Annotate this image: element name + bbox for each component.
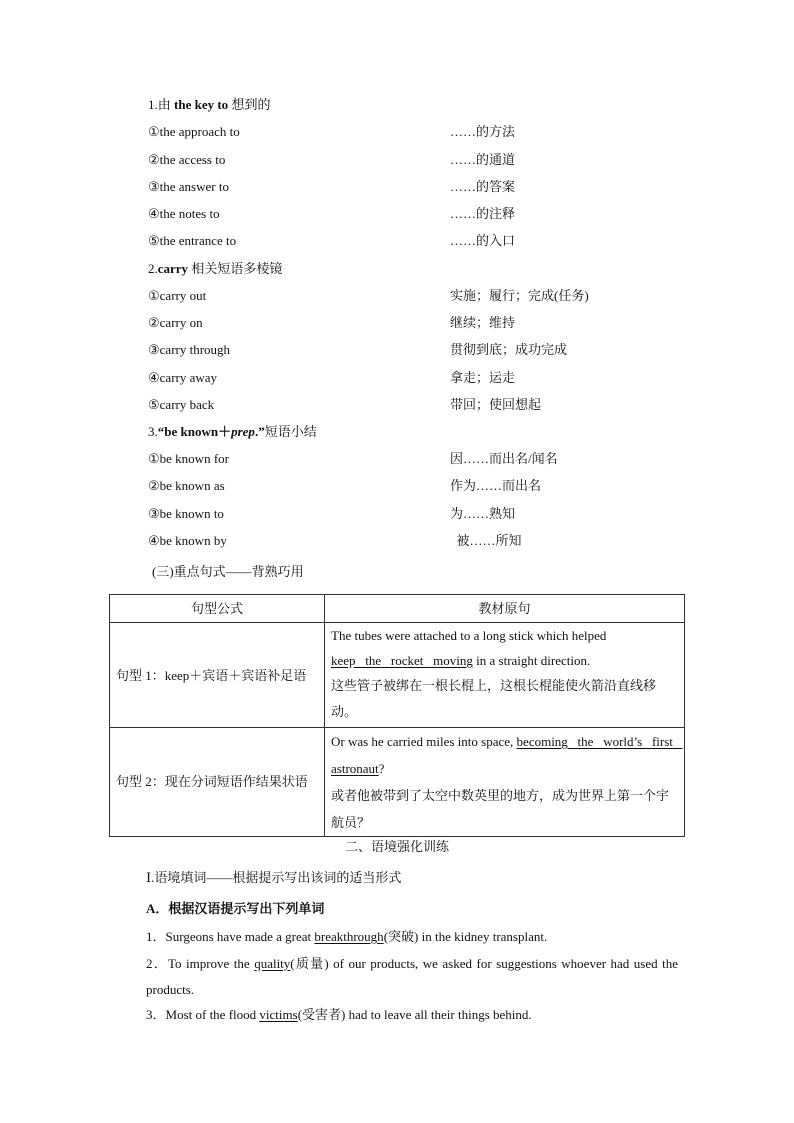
table-row [110,623,685,728]
part-3-title: (三)重点句式——背熟巧用 [152,564,304,579]
section-1-heading: 1.由 the key to 想到的 [148,97,271,112]
answer-blank: victims [259,1007,298,1022]
list-item: ④carry away 拿走；运走 [148,370,516,385]
list-item: ①carry out 实施；履行；完成(任务) [148,288,589,303]
example-chinese: 或者他被带到了太空中数英里的地方，成为世界上第一个宇航员？ [331,788,670,830]
example-english: The tubes were attached to a long stick which helped keep the rocket moving in a straight direction. [331,628,607,668]
table-header-row [110,595,685,623]
list-item: ②the access to ……的通道 [148,152,516,167]
exercise-title: Ⅰ.语境填词——根据提示写出该词的适当形式 [146,870,402,885]
question-1: 1．Surgeons have made a great breakthrough(突破) in the kidney transplant. [146,929,548,944]
list-item: ①the approach to ……的方法 [148,124,516,139]
part-2-title: 二、语境强化训练 [344,839,449,854]
list-item: ②carry on 继续；维持 [148,315,516,330]
answer-blank: quality [254,956,291,971]
list-item: ③the answer to ……的答案 [148,179,516,194]
list-item: ②be known as 作为……而出名 [148,478,542,493]
pattern-formula: 句型 1：keep＋宾语＋宾语补足语 [110,623,325,728]
list-item: ①be known for 因……而出名/闻名 [148,451,558,466]
list-item: ⑤carry back 带回；使回想起 [148,397,542,412]
pattern-formula: 句型 2：现在分词短语作结果状语 [110,728,325,837]
example-english: Or was he carried miles into space, becoming the world’s first astronaut? [331,734,683,776]
list-item: ⑤the entrance to ……的入口 [148,233,516,248]
section-2-heading: 2.carry 相关短语多棱镜 [148,261,283,276]
list-item: ③carry through 贯彻到底；成功完成 [148,342,568,357]
exercise-subtitle: A．根据汉语提示写出下列单词 [146,901,325,916]
table-header-cell: 句型公式 [110,595,325,623]
question-2: 2．To improve the quality(质量) of our products, we asked for suggestions whoever had used the products. [146,956,678,997]
answer-blank: breakthrough [314,929,384,944]
example-chinese: 这些管子被绑在一根长棍上，这根长棍能使火箭沿直线移动。 [331,678,657,719]
pattern-example [325,623,685,728]
pattern-example [325,728,685,837]
sentence-pattern-table [109,594,685,837]
table-row [110,728,685,837]
table-header-cell: 教材原句 [325,595,685,623]
list-item: ③be known to 为……熟知 [148,506,516,521]
list-item: ④the notes to ……的注释 [148,206,516,221]
question-3: 3．Most of the flood victims(受害者) had to leave all their things behind. [146,1007,532,1022]
section-3-heading: 3.“be known＋prep.”短语小结 [148,424,317,439]
list-item: ④be known by 被……所知 [148,533,522,548]
